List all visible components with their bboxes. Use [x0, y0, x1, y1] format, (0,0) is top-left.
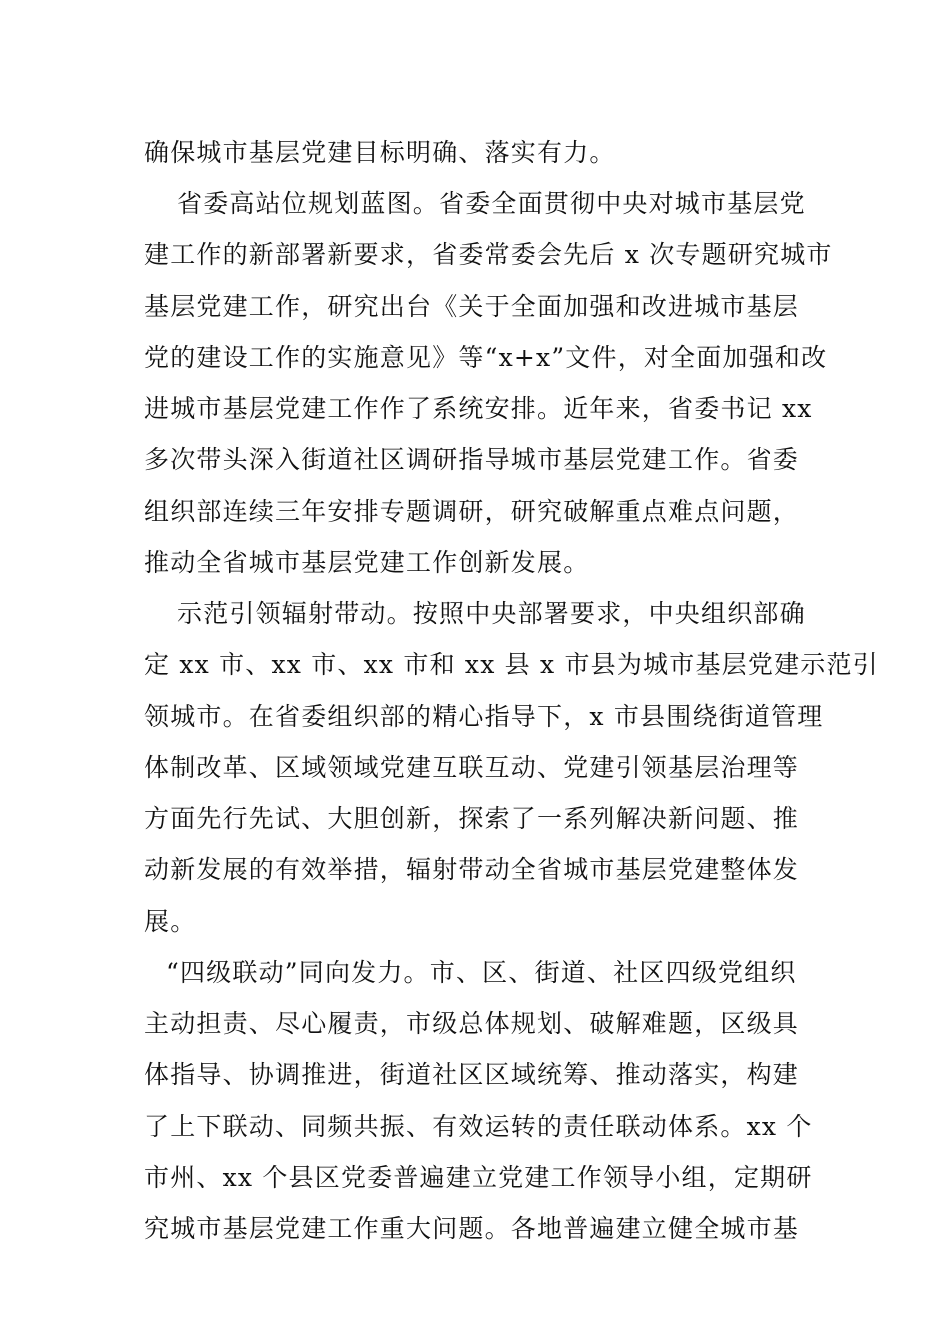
text-line: 究城市基层党建工作重大问题。各地普遍建立健全城市基: [144, 1214, 800, 1243]
text-line: 了上下联动、同频共振、有效运转的责任联动体系。xx 个: [144, 1112, 813, 1141]
text-line: 体指导、协调推进，街道社区区域统筹、推动落实，构建: [144, 1060, 800, 1089]
text-line: 主动担责、尽心履责，市级总体规划、破解难题，区级具: [144, 1009, 800, 1038]
text-line: 建工作的新部署新要求，省委常委会先后 x 次专题研究城市: [144, 240, 833, 269]
text-line: 组织部连续三年安排专题调研，研究破解重点难点问题，: [144, 497, 800, 526]
text-line: 党的建设工作的实施意见》等“x+x”文件，对全面加强和改: [144, 343, 828, 372]
text-line: 确保城市基层党建目标明确、落实有力。: [144, 138, 616, 167]
text-line: 领城市。在省委组织部的精心指导下，x 市县围绕街道管理: [144, 702, 824, 731]
text-line: 方面先行先试、大胆创新，探索了一系列解决新问题、推: [144, 804, 800, 833]
paragraph-heading-line: 示范引领辐射带动。按照中央部署要求，中央组织部确: [177, 599, 806, 628]
text-line: 市州、xx 个县区党委普遍建立党建工作领导小组，定期研: [144, 1163, 813, 1192]
text-line: 展。: [144, 907, 197, 936]
text-line: 体制改革、区域领域党建互联互动、党建引领基层治理等: [144, 753, 800, 782]
text-line: 多次带头深入街道社区调研指导城市基层党建工作。省委: [144, 445, 800, 474]
text-line: 动新发展的有效举措，辐射带动全省城市基层党建整体发: [144, 855, 800, 884]
text-line: 进城市基层党建工作作了系统安排。近年来，省委书记 xx: [144, 394, 813, 423]
paragraph-heading-line: “四级联动”同向发力。市、区、街道、社区四级党组织: [166, 958, 797, 987]
text-line: 推动全省城市基层党建工作创新发展。: [144, 548, 590, 577]
paragraph-heading-line: 省委高站位规划蓝图。省委全面贯彻中央对城市基层党: [177, 189, 806, 218]
text-line: 基层党建工作，研究出台《关于全面加强和改进城市基层: [144, 292, 800, 321]
text-line: 定 xx 市、xx 市、xx 市和 xx 县 x 市县为城市基层党建示范引: [144, 650, 879, 679]
